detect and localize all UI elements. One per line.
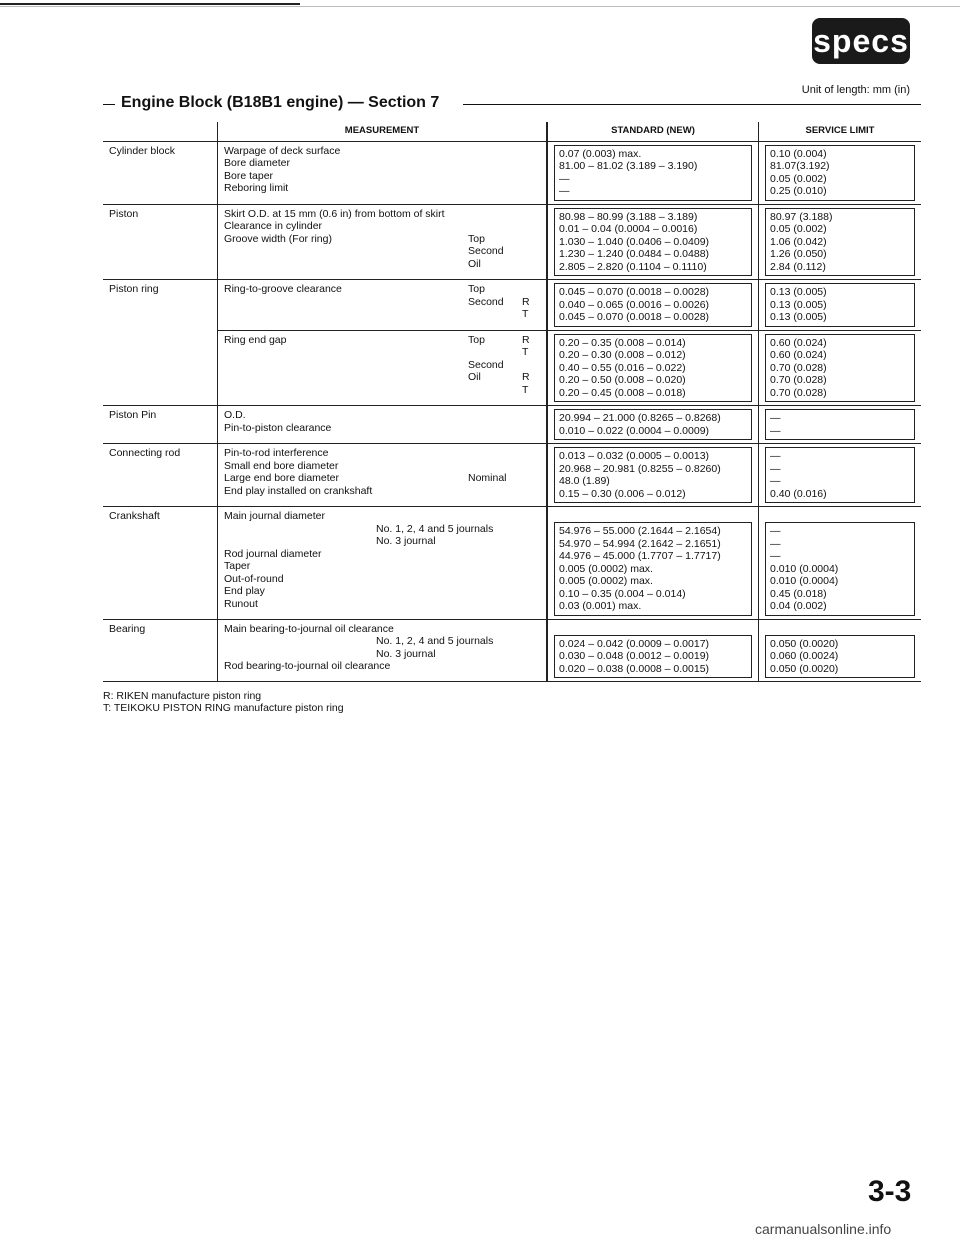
footnote-riken: R: RIKEN manufacture piston ring <box>103 690 262 702</box>
table-row: Crankshaft Main journal diameter No. 1, 2, 4 and 5 journals No. 3 journal Rod journal diameter Taper Out-of-round End play Runout 54.976 – 55.000 (2.1644 – 2.1654) 54.970 – 54.994 (2.1642 – 2.1651) 44.976 – 45.000 (1.7707 – 1.7717) 0.005 (0.0002) max. 0.005 (0.0002) max. 0.10 – 0.35 (0.004 – 0.014) 0.03 (0.001) max. — — — 0.010 (0.0004) 0.010 (0.0004) 0.45 (0.018) 0.04 (0.002) <box>103 507 921 620</box>
footnotes <box>103 690 344 714</box>
header-standard: STANDARD (NEW) <box>547 122 759 141</box>
watermark: carmanualsonline.info <box>755 1221 892 1237</box>
category-cell: Piston ring <box>103 280 218 406</box>
specs-badge: specs <box>812 18 910 64</box>
specs-table <box>103 122 921 682</box>
category-cell: Connecting rod <box>103 444 218 507</box>
page-number: 3-3 <box>868 1175 912 1208</box>
table-header-row <box>103 122 921 141</box>
title-row <box>103 96 921 116</box>
unit-note: Unit of length: mm (in) <box>801 84 910 96</box>
table-row: Piston Skirt O.D. at 15 mm (0.6 in) from bottom of skirt Clearance in cylinder Groove width (For ring) Top Second Oil 80.98 – 80.99 (3.188 – 3.189) 0.01 – 0.04 (0.0004 – 0.0016) 1.030 – 1.040 (0.0406 – 0.0409) 1.230 – 1.240 (0.0484 – 0.0488) 2.805 – 2.820 (0.1104 – 0.1110) 80.97 (3.188) 0.05 (0.002) 1.06 (0.042) 1.26 (0.050) 2.84 (0.112) <box>103 204 921 280</box>
category-cell: Piston <box>103 204 218 280</box>
table-row: Piston ring Ring-to-groove clearance Top Second R T 0.045 – 0.070 (0.0018 – 0.0028) 0.040 – 0.065 (0.0016 – 0.0026) 0.045 – 0.070 (0.0018 – 0.0028) 0.13 (0.005) 0.13 (0.005) 0.13 (0.005) <box>103 280 921 331</box>
table-row: Connecting rod Pin-to-rod interference Small end bore diameter Large end bore diameter Nominal End play installed on crankshaft 0.013 – 0.032 (0.0005 – 0.0013) 20.968 – 20.981 (0.8255 – 0.8260) 48.0 (1.89) 0.15 – 0.30 (0.006 – 0.012) — — — 0.40 (0.016) <box>103 444 921 507</box>
top-rule <box>0 3 300 5</box>
footnote-teikoku: T: TEIKOKU PISTON RING manufacture piston ring <box>103 702 344 714</box>
category-cell: Piston Pin <box>103 406 218 444</box>
header-measurement: MEASUREMENT <box>218 122 548 141</box>
category-cell: Crankshaft <box>103 507 218 620</box>
table-row: Bearing Main bearing-to-journal oil clearance No. 1, 2, 4 and 5 journals No. 3 journal Rod bearing-to-journal oil clearance 0.024 – 0.042 (0.0009 – 0.0017) 0.030 – 0.048 (0.0012 – 0.0019) 0.020 – 0.038 (0.0008 – 0.0015) 0.050 (0.0020) 0.060 (0.0024) 0.050 (0.0020) <box>103 619 921 682</box>
category-cell: Bearing <box>103 619 218 682</box>
table-row: Cylinder block Warpage of deck surface Bore diameter Bore taper Reboring limit 0.07 (0.003) max. 81.00 – 81.02 (3.189 – 3.190) — — 0.10 (0.004) 81.07(3.192) 0.05 (0.002) 0.25 (0.010) <box>103 141 921 204</box>
top-rule-thin <box>0 6 960 7</box>
category-cell: Cylinder block <box>103 141 218 204</box>
table-row: Piston Pin O.D. Pin-to-piston clearance 20.994 – 21.000 (0.8265 – 0.8268) 0.010 – 0.022 (0.0004 – 0.0009) — — <box>103 406 921 444</box>
table-row: Ring end gap Top R T Second Oil R T 0.20 – 0.35 (0.008 – 0.014) 0.20 – 0.30 (0.008 – 0.012) 0.40 – 0.55 (0.016 – 0.022) 0.20 – 0.50 (0.008 – 0.020) 0.20 – 0.45 (0.008 – 0.018) 0.60 (0.024) 0.60 (0.024) 0.70 (0.028) 0.70 (0.028) 0.70 (0.028) <box>103 330 921 406</box>
page-title: Engine Block (B18B1 engine) — Section 7 <box>121 94 445 112</box>
header-service-limit: SERVICE LIMIT <box>759 122 922 141</box>
